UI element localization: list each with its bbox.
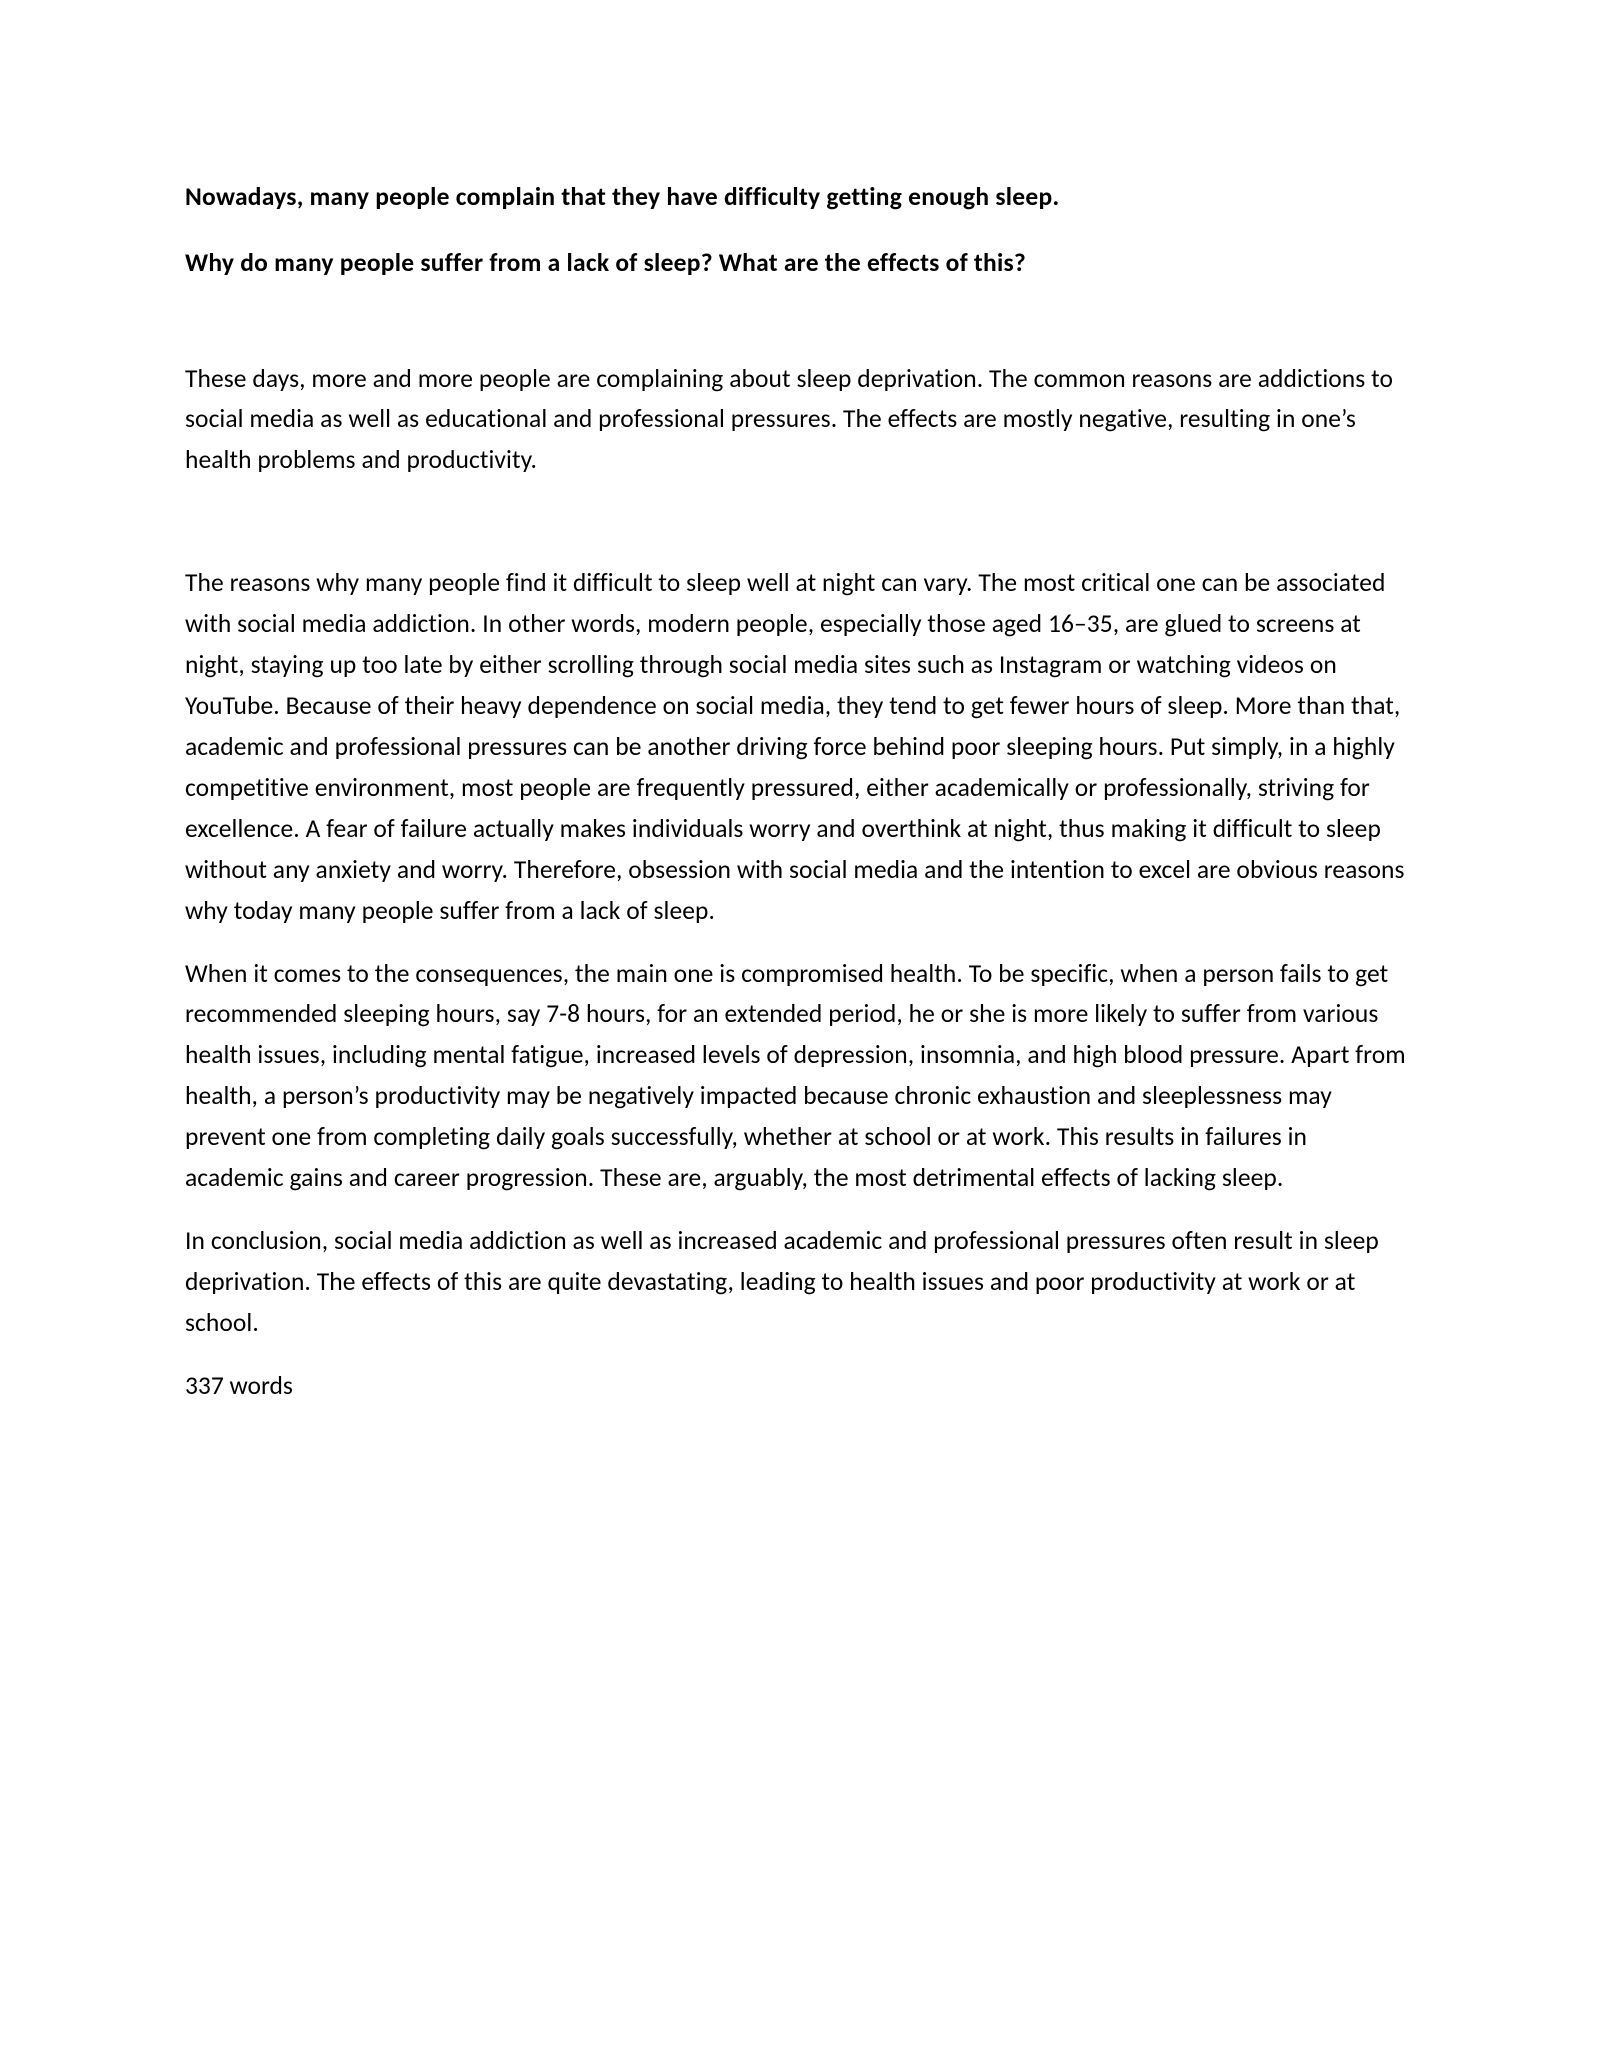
essay-paragraph-body-two: When it comes to the consequences, the main one is compromised health. To be specific, when a person fails to get recommended sleeping hours, say 7-8 hours, for an extended period, he or she is more likely to suffer from various health issues, including mental fatigue, increased levels of depression, insomnia, and high blood pressure. Apart from health, a person’s productivity may be negatively impacted because chronic exhaustion and sleeplessness may prevent one from completing daily goals successfully, whether at school or at work. This results in failures in academic gains and career progression. These are, arguably, the most detrimental effects of lacking sleep. — [185, 957, 1406, 1194]
essay-paragraph-body-one: The reasons why many people find it difficult to sleep well at night can vary. The most critical one can be associated with social media addiction. In other words, modern people, especially those aged 16–35, are glued to screens at night, staying up too late by either scrolling through social media sites such as Instagram or watching videos on YouTube. Because of their heavy dependence on social media, they tend to get fewer hours of sleep. More than that, academic and professional pressures can be another driving force behind poor sleeping hours. Put simply, in a highly competitive environment, most people are frequently pressured, either academically or professionally, striving for excellence. A fear of failure actually makes individuals worry and overthink at night, thus making it difficult to sleep without any anxiety and worry. Therefore, obsession with social media and the intention to excel are obvious reasons why today many people suffer from a lack of sleep. — [185, 567, 1405, 926]
essay-prompt-line-2: Why do many people suffer from a lack of sleep? What are the effects of this? — [185, 246, 1026, 278]
word-count-label: 337 words — [185, 1369, 293, 1401]
essay-prompt-line-1: Nowadays, many people complain that they have difficulty getting enough sleep. — [185, 181, 1060, 212]
essay-paragraph-conclusion: In conclusion, social media addiction as well as increased academic and professional pressures often result in sleep deprivation. The effects of this are quite devastating, leading to health issues and poor productivity at work or at school. — [185, 1225, 1379, 1338]
essay-paragraph-introduction: These days, more and more people are complaining about sleep deprivation. The common reasons are addictions to social media as well as educational and professional pressures. The effects are mostly negative, resulting in one’s health problems and productivity. — [185, 362, 1394, 476]
prompt-body-spacer — [185, 283, 1410, 359]
document-content — [185, 178, 1410, 1407]
paragraph-spacer — [185, 481, 1410, 563]
